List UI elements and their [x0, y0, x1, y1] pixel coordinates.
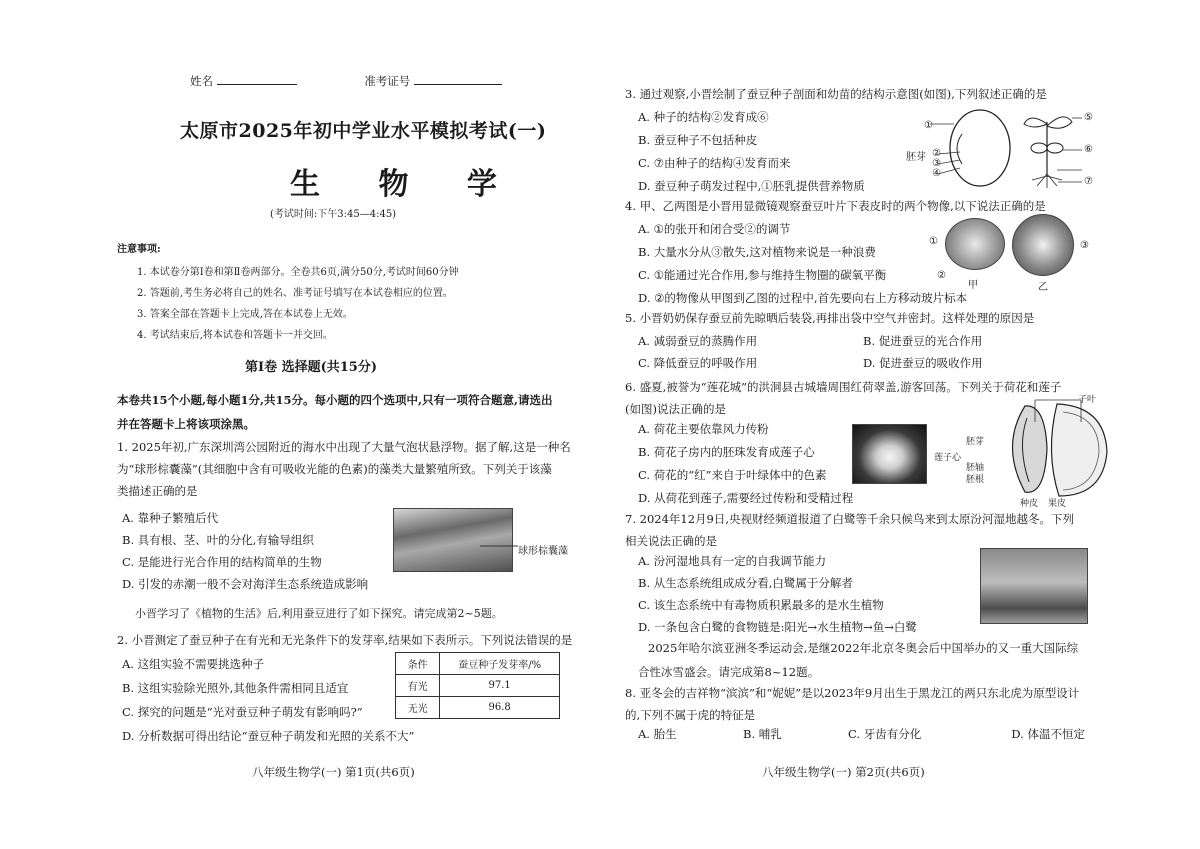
id-blank	[414, 71, 502, 85]
section-intro-line: 并在答题卡上将该项涂黑。	[117, 417, 255, 431]
name-label: 姓名	[190, 74, 213, 88]
page-1-footer: 八年级生物学(一) 第1页(共6页)	[252, 765, 415, 779]
q3-option-a: A. 种子的结构②发育成⑥	[638, 110, 769, 124]
algae-pointer	[480, 540, 520, 552]
q8-option-b: B. 哺乳	[743, 727, 782, 741]
question-2-options	[122, 652, 414, 748]
question-6-options	[638, 418, 853, 510]
note-item: 4. 考试结束后,将本试卷和答题卡一并交回。	[137, 330, 333, 341]
table-cell: 有光	[396, 675, 440, 697]
question-7-options	[638, 550, 917, 638]
q4-label: ①	[929, 236, 938, 247]
lotus-flower-photo	[852, 424, 927, 484]
question-5-stem: 5. 小晋奶奶保存蚕豆前先晾晒后装袋,再排出袋中空气并密封。这样处理的原因是	[625, 311, 1035, 325]
notes-list	[137, 262, 459, 346]
q5-option-c: C. 降低蚕豆的呼吸作用	[638, 356, 758, 370]
section-intro-line: 本卷共15个小题,每小题1分,共15分。每小题的四个选项中,只有一项符合题意,请选出	[117, 393, 553, 407]
question-2-stem: 2. 小晋测定了蚕豆种子在有光和无光条件下的发芽率,结果如下表所示。下列说法错误的是	[117, 633, 573, 647]
q6-label: 胚轴	[966, 463, 985, 473]
exam-time: (考试时间:下午3:45—4:45)	[270, 209, 397, 220]
table-header: 条件	[396, 653, 440, 675]
note-item: 2. 答题前,考生务必将自己的姓名、准考证号填写在本试卷相应的位置。	[137, 288, 453, 299]
q7-stem-line: 7. 2024年12月9日,央视财经频道报道了白鹭等千余只候鸟来到太原汾河湿地越冬。下列	[625, 512, 1074, 526]
q3-option-b: B. 蚕豆种子不包括种皮	[638, 133, 758, 147]
table-cell: 无光	[396, 697, 440, 719]
egret-photo	[980, 548, 1088, 624]
context-line: 合性冰雪盛会。请完成第8~12题。	[638, 665, 820, 679]
q7-stem-line: 相关说法正确的是	[625, 534, 717, 548]
q6-option-b: B. 荷花子房内的胚珠发育成莲子心	[638, 445, 815, 459]
q1-stem-line: 为“球形棕囊藻”(其细胞中含有可吸收光能的色素)的藻类大量繁殖所致。下列关于该藻	[117, 462, 552, 476]
q4-option-d: D. ②的物像从甲图到乙图的过程中,首先要向右上方移动玻片标本	[638, 291, 968, 305]
q3-label: ⑦	[1084, 176, 1093, 187]
micrograph-b	[1012, 214, 1074, 276]
q3-label: ③	[932, 158, 941, 169]
question-1-stem	[117, 436, 571, 502]
header-fields	[190, 71, 502, 91]
q4-option-c: C. ①能通过光合作用,参与维持生物圈的碳氧平衡	[638, 268, 887, 282]
q1-option-c: C. 是能进行光合作用的结构简单的生物	[122, 555, 322, 569]
q6-option-c: C. 荷花的“红”来自于叶绿体中的色素	[638, 468, 827, 482]
name-blank	[217, 71, 297, 85]
exam-title: 太原市2025年初中学业水平模拟考试(一)	[180, 120, 547, 142]
q8-option-d: D. 体温不恒定	[1011, 727, 1085, 741]
q3-label: ②	[932, 148, 941, 159]
q5-option-a: A. 减弱蚕豆的蒸腾作用	[638, 334, 758, 348]
q3-label: ④	[932, 168, 941, 179]
q6-option-d: D. 从荷花到莲子,需要经过传粉和受精过程	[638, 491, 854, 505]
exam-page-2	[600, 0, 1200, 849]
question-1-options	[122, 507, 368, 595]
q6-stem-line: (如图)说法正确的是	[625, 402, 726, 416]
note-item: 1. 本试卷分第Ⅰ卷和第Ⅱ卷两部分。全卷共6页,满分50分,考试时间60分钟	[137, 267, 459, 278]
q6-label: 胚芽	[966, 437, 985, 447]
q3-label: ⑥	[1084, 144, 1093, 155]
q2-option-d: D. 分析数据可得出结论“蚕豆种子萌发和光照的关系不大”	[122, 729, 415, 743]
q1-option-d: D. 引发的赤潮一般不会对海洋生态系统造成影响	[122, 577, 369, 591]
question-8-stem	[625, 682, 1079, 726]
seed-seedling-diagram	[922, 104, 1092, 190]
q3-option-d: D. 蚕豆种子萌发过程中,①胚乳提供营养物质	[638, 179, 865, 193]
q3-label: ①	[924, 120, 933, 131]
q6-label: 果皮	[1048, 499, 1067, 509]
question-5-options	[638, 330, 1088, 374]
q1-option-a: A. 靠种子繁殖后代	[122, 511, 219, 525]
q2-results-table	[395, 652, 560, 719]
q4-label: 乙	[1038, 282, 1048, 293]
q1-option-b: B. 具有根、茎、叶的分化,有输导组织	[122, 533, 314, 547]
id-label: 准考证号	[364, 74, 411, 88]
q6-label: 莲子心	[934, 453, 962, 463]
question-4-stem: 4. 甲、乙两图是小晋用显微镜观察蚕豆叶片下表皮时的两个物像,以下说法正确的是	[625, 199, 1046, 213]
q6-label: 胚根	[966, 475, 985, 485]
context-line: 2025年哈尔滨亚洲冬季运动会,是继2022年北京冬奥会后中国举办的又一重大国际综	[648, 641, 1079, 655]
section-intro	[117, 388, 553, 436]
q7-option-a: A. 汾河湿地具有一定的自我调节能力	[638, 554, 827, 568]
notes-heading: 注意事项:	[117, 244, 161, 255]
q8-option-a: A. 胎生	[638, 727, 677, 741]
q7-option-c: C. 该生态系统中有毒物质积累最多的是水生植物	[638, 598, 884, 612]
q1-stem-line: 1. 2025年初,广东深圳湾公园附近的海水中出现了大量气泡状悬浮物。据了解,这是一种名	[117, 440, 571, 454]
q5-option-b: B. 促进蚕豆的光合作用	[863, 334, 983, 348]
q6-label: 子叶	[1078, 395, 1097, 405]
question-3-stem: 3. 通过观察,小晋绘制了蚕豆种子剖面和幼苗的结构示意图(如图),下列叙述正确的是	[625, 87, 1047, 101]
context-8-12	[638, 636, 1079, 684]
subject-title: 生 物 学	[290, 167, 521, 202]
q3-label: 胚芽	[906, 152, 926, 163]
question-8-options	[638, 724, 1085, 745]
q7-option-d: D. 一条包含白鹭的食物链是:阳光→水生植物→鱼→白鹭	[638, 620, 917, 634]
note-item: 3. 答案全部在答题卡上完成,答在本试卷上无效。	[137, 309, 353, 320]
q6-option-a: A. 荷花主要依靠风力传粉	[638, 422, 769, 436]
table-cell: 96.8	[440, 697, 560, 719]
table-header: 蚕豆种子发芽率/%	[440, 653, 560, 675]
q2-option-c: C. 探究的问题是“光对蚕豆种子萌发有影响吗?”	[122, 705, 363, 719]
algae-label: 球形棕囊藻	[518, 546, 568, 557]
q4-option-a: A. ①的张开和闭合受②的调节	[638, 222, 791, 236]
q6-label: 种皮	[1020, 499, 1039, 509]
section-heading: 第Ⅰ卷 选择题(共15分)	[245, 360, 377, 375]
question-4-options	[638, 218, 967, 310]
q3-option-c: C. ⑦由种子的结构④发育而来	[638, 156, 791, 170]
q4-label: ②	[937, 270, 946, 281]
q1-stem-line: 类描述正确的是	[117, 484, 198, 498]
micrograph-a	[945, 218, 1005, 270]
table-cell: 97.1	[440, 675, 560, 697]
q7-option-b: B. 从生态系统组成成分看,白鹭属于分解者	[638, 576, 853, 590]
q3-label: ⑤	[1084, 112, 1093, 123]
q4-option-b: B. 大量水分从③散失,这对植物来说是一种浪费	[638, 245, 876, 259]
context-2-5: 小晋学习了《植物的生活》后,利用蚕豆进行了如下探究。请完成第2~5题。	[135, 607, 503, 620]
question-3-options	[638, 106, 865, 198]
q4-label: ③	[1080, 240, 1089, 251]
q8-stem-line: 8. 亚冬会的吉祥物“滨滨”和“妮妮”是以2023年9月出生于黑龙江的两只东北虎为原型设计	[625, 686, 1080, 700]
lotus-seed-diagram	[995, 396, 1125, 502]
q8-stem-line: 的,下列不属于虎的特征是	[625, 708, 756, 722]
q4-label: 甲	[968, 280, 978, 291]
page-2-footer: 八年级生物学(一) 第2页(共6页)	[762, 765, 925, 779]
q6-stem-line: 6. 盛夏,被誉为“莲花城”的洪洞县古城墙周围红荷翠盖,游客回荡。下列关于荷花和莲子	[625, 380, 1062, 394]
q8-option-c: C. 牙齿有分化	[848, 727, 922, 741]
question-7-stem	[625, 508, 1074, 552]
q5-option-d: D. 促进蚕豆的吸收作用	[863, 356, 983, 370]
q2-option-a: A. 这组实验不需要挑选种子	[122, 657, 265, 671]
q2-option-b: B. 这组实验除光照外,其他条件需相同且适宜	[122, 681, 349, 695]
